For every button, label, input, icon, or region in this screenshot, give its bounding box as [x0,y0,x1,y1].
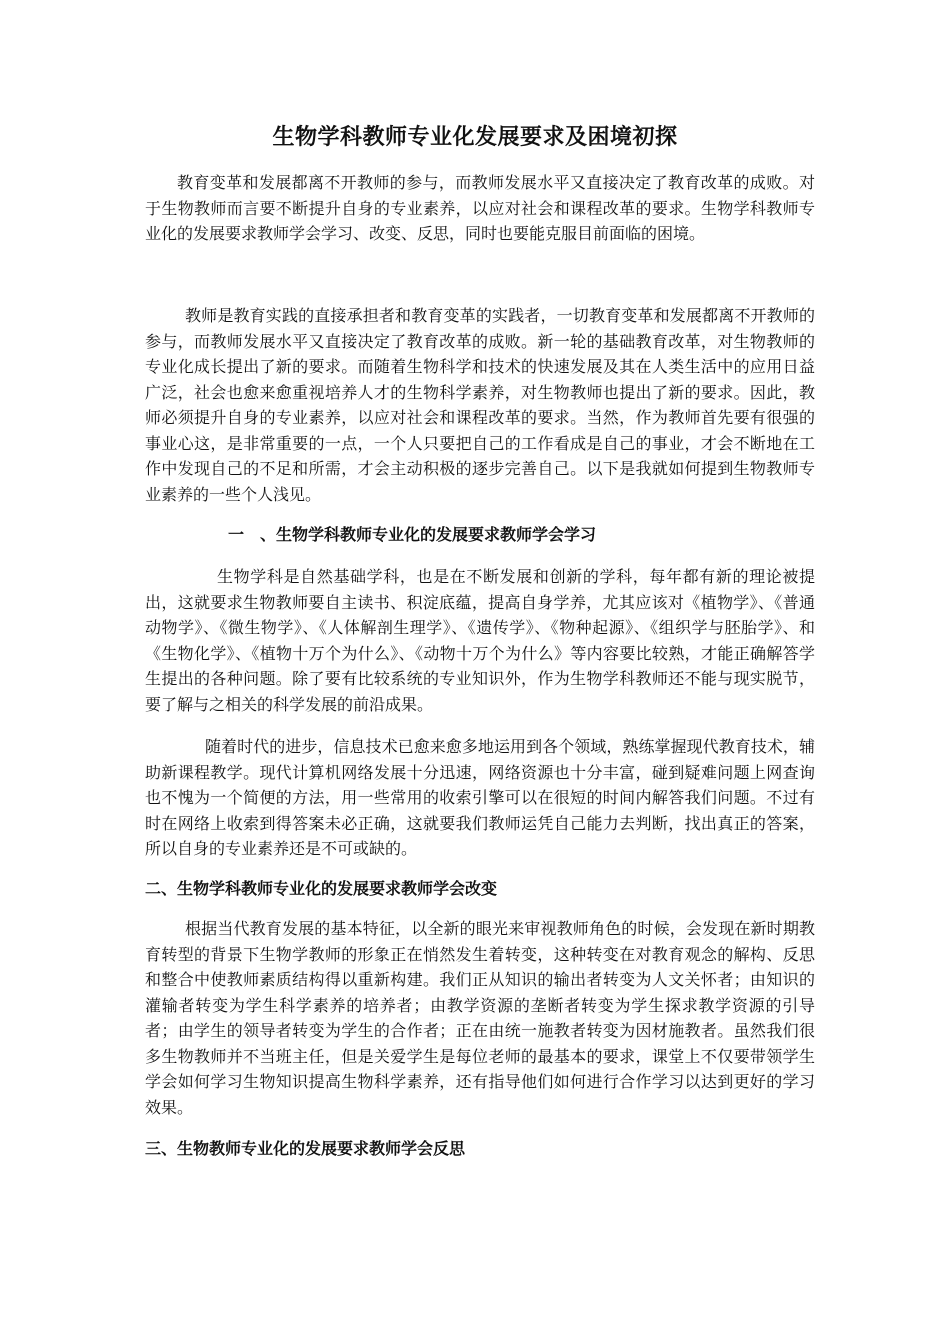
section-2-heading: 二、生物学科教师专业化的发展要求教师学会改变 [145,879,498,898]
intro-paragraph: 教师是教育实践的直接承担者和教育变革的实践者，一切教育变革和发展都离不开教师的参与，而教师发展水平又直接决定了教育改革的成败。新一轮的基础教育改革，对生物教师的专业化成长提出了新的要求。而随着生物科学和技术的快速发展及其在人类生活中的应用日益广泛，社会也愈来愈重视培养人才的生物科学素养，对生物教师也提出了新的要求。因此，教师必须提升自身的专业素养，以应对社会和课程改革的要求。当然，作为教师首先要有很强的事业心这，是非常重要的一点，一个人只要把自己的工作看成是自己的事业，才会不断地在工作中发现自己的不足和所需，才会主动积极的逐步完善自己。以下是我就如何提到生物教师专业素养的一些个人浅见。 [145,306,815,504]
section-1-heading: 一 、生物学科教师专业化的发展要求教师学会学习 [228,525,597,544]
abstract-paragraph: 教育变革和发展都离不开教师的参与，而教师发展水平又直接决定了教育改革的成败。对于生物教师而言要不断提升自身的专业素养，以应对社会和课程改革的要求。生物学科教师专业化的发展要求教师学会学习、改变、反思，同时也要能克服目前面临的困境。 [145,173,815,243]
section-2-paragraph-1: 根据当代教育发展的基本特征，以全新的眼光来审视教师角色的时候，会发现在新时期教育转型的背景下生物学教师的形象正在悄然发生着转变，这种转变在对教育观念的解构、反思和整合中使教师素质结构得以重新构建。我们正从知识的输出者转变为人文关怀者；由知识的灌输者转变为学生科学素养的培养者；由教学资源的垄断者转变为学生探求教学资源的引导者；由学生的领导者转变为学生的合作者；正在由统一施教者转变为因材施教者。虽然我们很多生物教师并不当班主任，但是关爱学生是每位老师的最基本的要求，课堂上不仅要带领学生学会如何学习生物知识提高生物科学素养，还有指导他们如何进行合作学习以达到更好的学习效果。 [145,919,815,1117]
document-title: 生物学科教师专业化发展要求及困境初探 [272,125,678,150]
section-1-paragraph-1: 生物学科是自然基础学科，也是在不断发展和创新的学科，每年都有新的理论被提出，这就要求生物教师要自主读书、积淀底蕴，提高自身学养，尤其应该对《植物学》、《普通动物学》、《微生物学》、《人体解剖生理学》、《遗传学》、《物种起源》、《组织学与胚胎学》、和《生物化学》、《植物十万个为什么》、《动物十万个为什么》等内容要比较熟，才能正确解答学生提出的各种问题。除了要有比较系统的专业知识外，作为生物学科教师还不能与现实脱节，要了解与之相关的科学发展的前沿成果。 [145,567,815,714]
section-1-paragraph-2: 随着时代的进步，信息技术已愈来愈多地运用到各个领域，熟练掌握现代教育技术，辅助新课程教学。现代计算机网络发展十分迅速，网络资源也十分丰富，碰到疑难问题上网查询也不愧为一个简便的方法，用一些常用的收索引擎可以在很短的时间内解答我们问题。不过有时在网络上收索到得答案未必正确，这就要我们教师运凭自己能力去判断，找出真正的答案，所以自身的专业素养还是不可或缺的。 [145,737,815,858]
section-3-heading: 三、生物教师专业化的发展要求教师学会反思 [145,1139,466,1158]
